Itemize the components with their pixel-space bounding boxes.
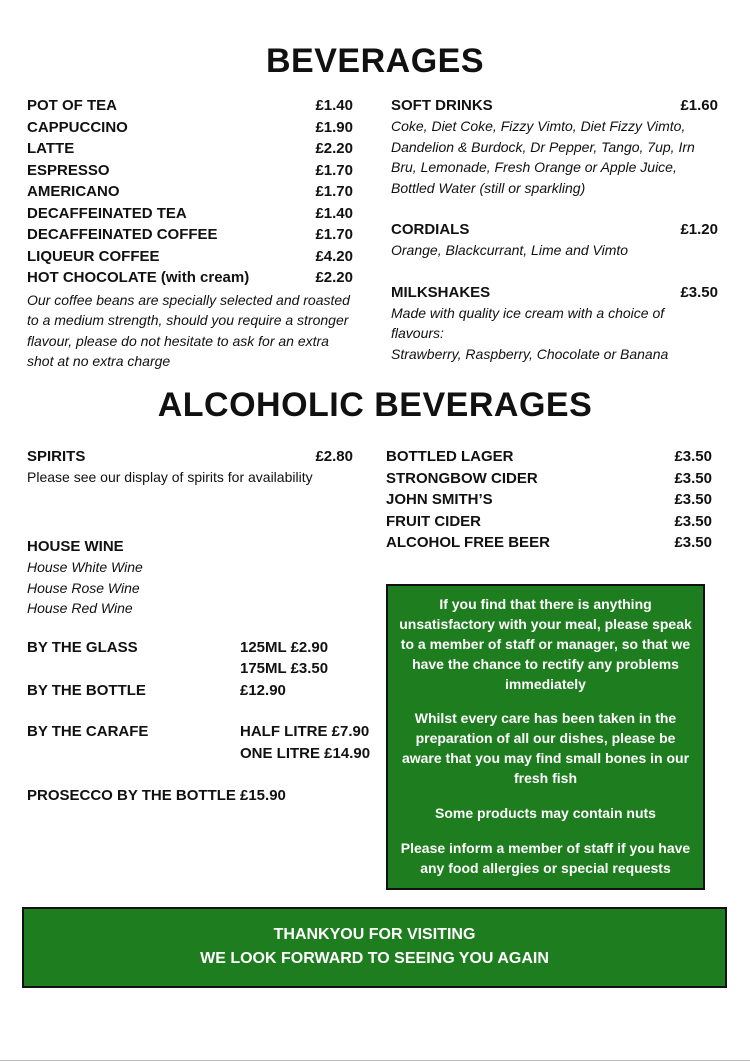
milkshakes-block <box>391 282 718 365</box>
cordials-block <box>391 219 718 261</box>
wine-type: House Rose Wine <box>27 579 140 596</box>
item-price: £3.50 <box>680 283 718 301</box>
by-the-carafe-label: BY THE CARAFE <box>27 723 149 740</box>
list-item <box>386 446 712 468</box>
footer-see-you-again: WE LOOK FORWARD TO SEEING YOU AGAIN <box>200 950 549 967</box>
item-description: Orange, Blackcurrant, Lime and Vimto <box>391 242 629 258</box>
list-item <box>27 181 353 203</box>
item-name: LATTE <box>27 140 75 157</box>
list-item <box>386 489 712 511</box>
item-description: Strawberry, Raspberry, Chocolate or Banana <box>391 345 669 362</box>
item-name: HOT CHOCOLATE (with cream) <box>27 269 250 286</box>
beer-cider-list <box>386 446 712 554</box>
item-price: £1.70 <box>315 226 353 243</box>
list-item <box>27 246 353 268</box>
item-price: £1.90 <box>315 118 353 136</box>
glass-price-125: 125ML £2.90 <box>240 639 329 656</box>
prosecco-price: £15.90 <box>240 787 286 804</box>
item-price: £1.70 <box>315 183 353 200</box>
house-wine-block <box>27 536 353 619</box>
item-name: POT OF TEA <box>27 97 117 114</box>
item-name: SOFT DRINKS <box>391 97 493 114</box>
list-item <box>27 267 353 289</box>
item-name: DECAFFEINATED COFFEE <box>27 226 218 243</box>
prosecco-label: PROSECCO BY THE BOTTLE <box>27 787 236 804</box>
footer-thankyou: THANKYOU FOR VISITING <box>273 926 476 943</box>
item-name: STRONGBOW CIDER <box>386 469 538 487</box>
footer-banner <box>22 907 727 988</box>
notice-fish-bones: Whilst every care has been taken in the preparation of all our dishes, please be aware that you may find small bones in our fresh fish <box>401 710 690 786</box>
item-price: £3.50 <box>674 448 712 465</box>
item-price: £3.50 <box>674 534 712 551</box>
item-name: AMERICANO <box>27 183 120 200</box>
item-name: HOUSE WINE <box>27 538 124 555</box>
item-name: LIQUEUR COFFEE <box>27 247 160 265</box>
item-name: ALCOHOL FREE BEER <box>386 534 550 551</box>
item-price: £2.20 <box>315 269 353 286</box>
bottle-price: £12.90 <box>240 682 286 699</box>
item-name: FRUIT CIDER <box>386 512 481 530</box>
item-price: £1.20 <box>680 221 718 238</box>
item-name: ESPRESSO <box>27 161 110 179</box>
item-name: CORDIALS <box>391 221 470 238</box>
notice-allergies: Please inform a member of staff if you have any food allergies or special requests <box>400 840 691 876</box>
coffee-note: Our coffee beans are specially selected and roasted to a medium strength, should you require a stronger flavour, please do not hesitate to ask for an extra shot at no extra charge <box>27 291 350 369</box>
item-price: £1.40 <box>315 97 353 114</box>
list-item <box>27 95 353 117</box>
alcoholic-beverages-title: ALCOHOLIC BEVERAGES <box>157 386 593 424</box>
item-price: £1.40 <box>315 204 353 222</box>
carafe-litre-price: ONE LITRE £14.90 <box>240 745 371 762</box>
item-description: Please see our display of spirits for availability <box>27 469 313 485</box>
list-item <box>27 224 353 246</box>
list-item <box>386 532 712 554</box>
item-name: JOHN SMITH’S <box>386 491 493 508</box>
item-price: £1.60 <box>680 97 718 114</box>
item-description: Coke, Diet Coke, Fizzy Vimto, Diet Fizzy Vimto, Dandelion & Burdock, Dr Pepper, Tango, 7up, Irn Bru, Lemonade, Fresh Orange or Apple Juice, Bottled Water (still or sparkling) <box>391 118 695 196</box>
item-price: £3.50 <box>674 469 712 487</box>
list-item <box>27 203 353 225</box>
list-item <box>386 511 712 533</box>
soft-drinks-block <box>391 95 718 198</box>
spirits-block <box>27 446 353 487</box>
item-price: £1.70 <box>315 161 353 179</box>
cold-drinks-section <box>391 95 718 364</box>
by-the-glass-label: BY THE GLASS <box>27 639 138 656</box>
notice-box <box>386 584 705 890</box>
list-item <box>386 468 712 490</box>
wine-type: House White Wine <box>27 559 143 575</box>
carafe-half-price: HALF LITRE £7.90 <box>240 723 370 740</box>
item-price: £4.20 <box>315 247 353 265</box>
by-the-bottle-label: BY THE BOTTLE <box>27 682 146 699</box>
item-price: £3.50 <box>674 491 712 508</box>
hot-drinks-list <box>27 95 353 372</box>
item-description: Made with quality ice cream with a choice of flavours: <box>391 304 665 341</box>
notice-unsatisfactory: If you find that there is anything unsatisfactory with your meal, please speak to a member of staff or manager, so that we have the chance to rectify any problems immediately <box>399 596 692 692</box>
list-item <box>27 138 353 160</box>
wine-type: House Red Wine <box>27 600 133 616</box>
list-item <box>27 160 353 182</box>
notice-nuts: Some products may contain nuts <box>435 805 656 821</box>
item-name: SPIRITS <box>27 448 86 465</box>
item-price: £2.80 <box>315 448 353 465</box>
item-price: £3.50 <box>674 512 712 530</box>
item-name: DECAFFEINATED TEA <box>27 204 187 222</box>
item-name: CAPPUCCINO <box>27 118 128 136</box>
list-item <box>27 117 353 139</box>
item-name: BOTTLED LAGER <box>386 448 514 465</box>
item-name: MILKSHAKES <box>391 283 491 301</box>
glass-price-175: 175ML £3.50 <box>240 660 329 677</box>
item-price: £2.20 <box>315 140 353 157</box>
beverages-title: BEVERAGES <box>266 42 484 80</box>
